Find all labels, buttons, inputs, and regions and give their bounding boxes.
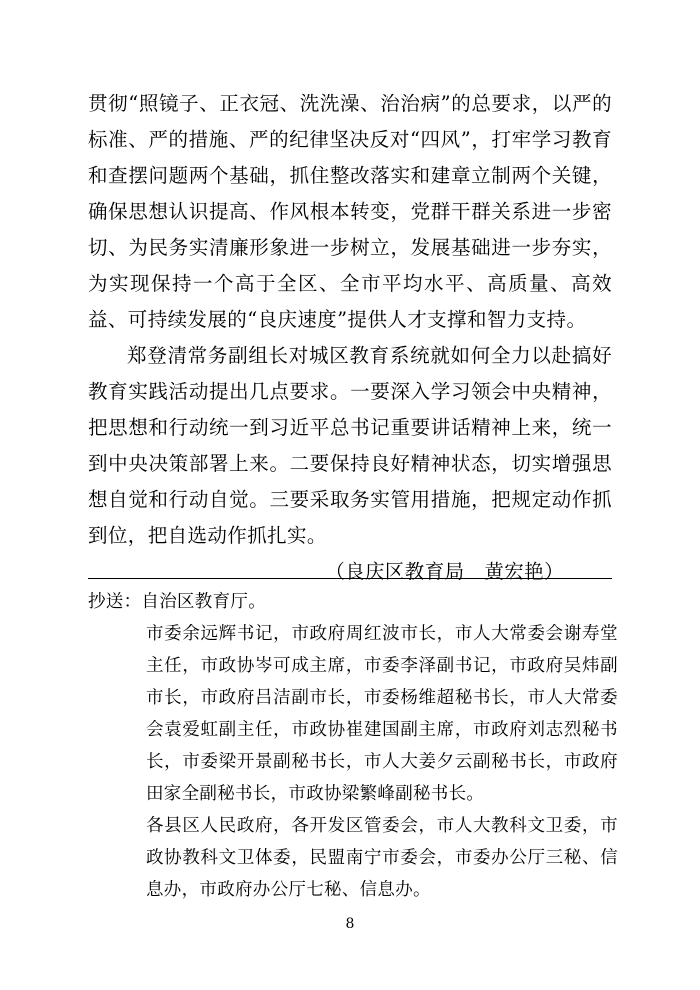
body-paragraph-2: 郑登清常务副组长对城区教育系统就如何全力以赴搞好教育实践活动提出几点要求。一要深入学习领会中央精神，把思想和行动统一到习近平总书记重要讲话精神上来，统一到中央决策部署上来。二要保持良好精神状态，切实增强思想自觉和行动自觉。三要采取务实管用措施，把规定动作抓到位，把自选动作抓扎实。 xyxy=(88,344,612,547)
distribution-paragraph-2: 各县区人民政府，各开发区管委会，市人大教科文卫委，市政协教科文卫体委，民盟南宁市委会，市委办公厅三秘、信息办，市政府办公厅七秘、信息办。 xyxy=(146,816,618,900)
distribution-first-line: 自治区教育厅。 xyxy=(141,592,267,612)
signature-line: （良庆区教育局 黄宏艳） xyxy=(325,560,564,583)
footer-divider xyxy=(88,578,612,579)
distribution-label: 抄送： xyxy=(88,592,142,612)
page-number: 8 xyxy=(345,916,355,932)
document-body xyxy=(88,86,612,590)
distribution-block xyxy=(88,586,618,906)
body-paragraph-1: 贯彻“照镜子、正衣冠、洗洗澡、治治病”的总要求，以严的标准、严的措施、严的纪律坚决反对“四风”，打牢学习教育和查摆问题两个基础，抓住整改落实和建章立制两个关键，确保思想认识提高、作风根本转变，党群干群关系进一步密切、为民务实清廉形象进一步树立，发展基础进一步夯实，为实现保持一个高于全区、全市平均水平、高质量、高效益、可持续发展的“良庆速度”提供人才支撑和智力支持。 xyxy=(88,92,612,331)
distribution-paragraph-1: 市委余远辉书记，市政府周红波市长，市人大常委会谢寿堂主任，市政协岑可成主席，市委李泽副书记，市政府吴炜副市长，市政府吕洁副市长，市委杨维超秘书长，市人大常委会袁爱虹副主任，市政协崔建国副主席，市政府刘志烈秘书长，市委梁开景副秘书长，市人大姜夕云副秘书长，市政府田家全副秘书长，市政协梁繁峰副秘书长。 xyxy=(146,624,618,804)
distribution-first-row xyxy=(88,586,618,618)
